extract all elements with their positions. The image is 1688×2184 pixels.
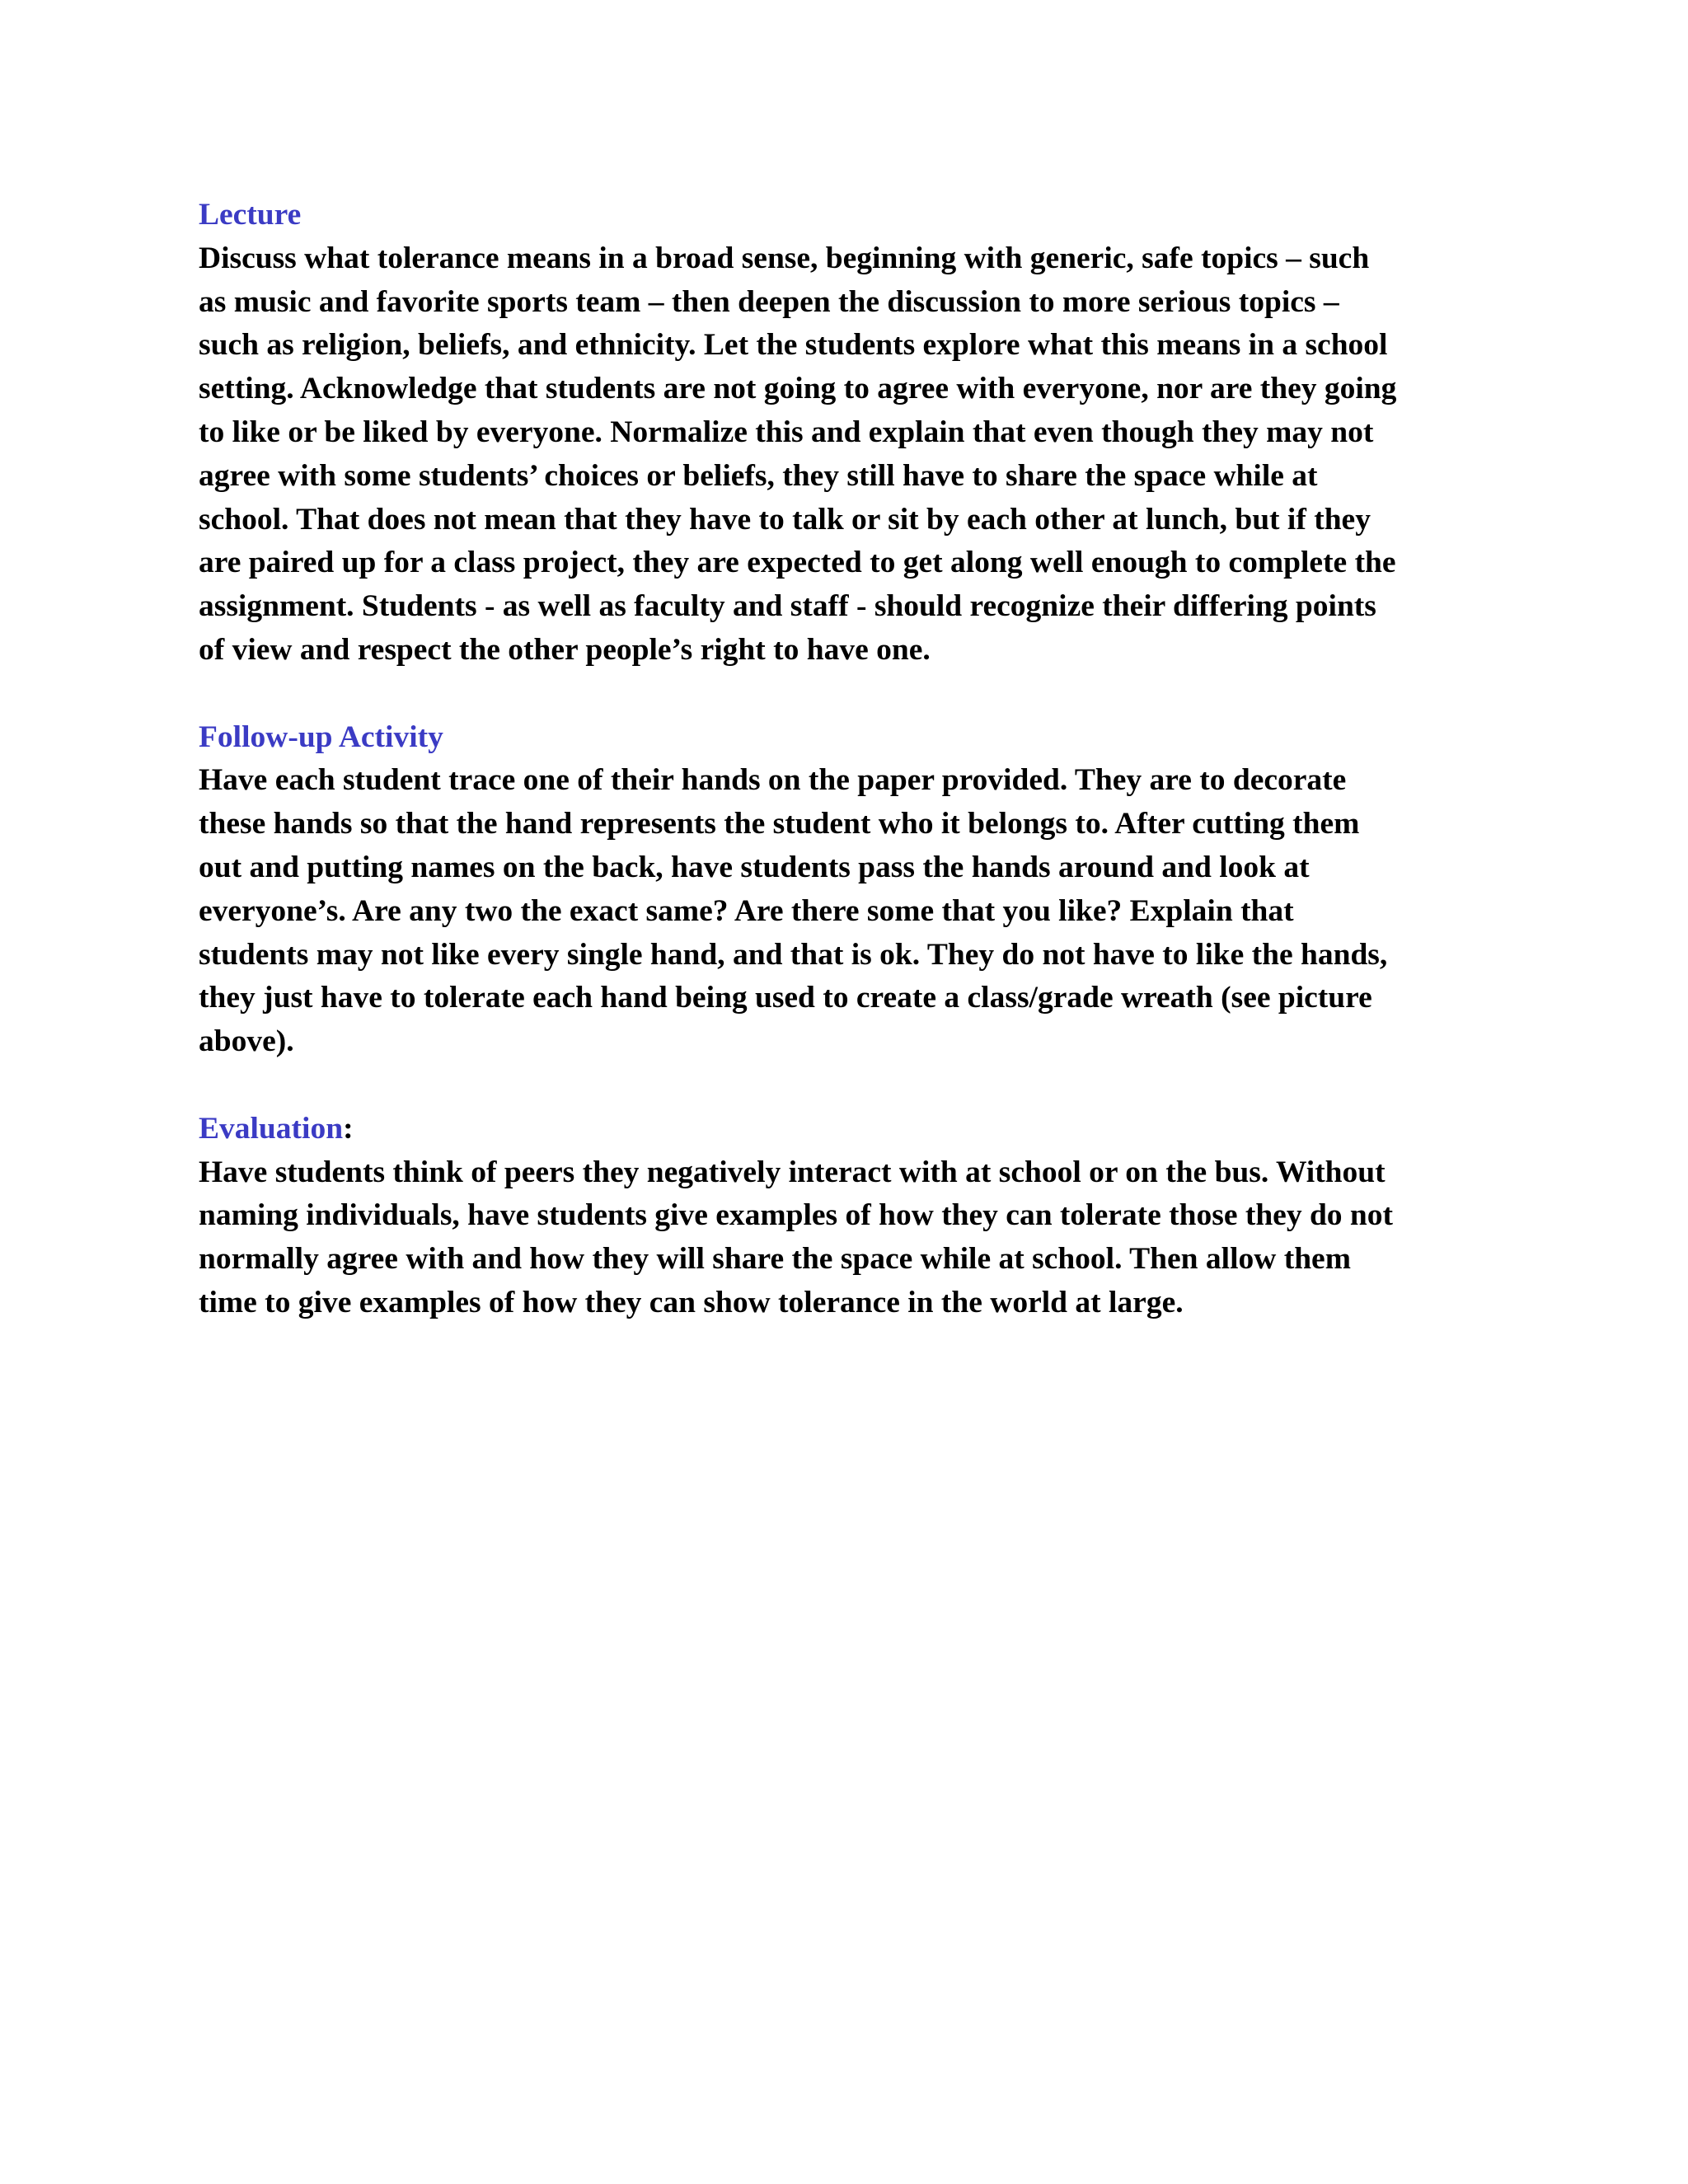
heading-text: Evaluation	[199, 1111, 344, 1146]
text-line: naming individuals, have students give examples of how they can tolerate those they do not	[199, 1198, 1394, 1233]
text-line: time to give examples of how they can show tolerance in the world at large.	[199, 1285, 1184, 1319]
text-line: students may not like every single hand, and that is ok. They do not have to like the hands,	[199, 937, 1388, 972]
section-heading-evaluation	[199, 1108, 1484, 1151]
text-line: everyone’s. Are any two the exact same? Are there some that you like? Explain that	[199, 893, 1294, 928]
text-line: setting. Acknowledge that students are not going to agree with everyone, nor are they going	[199, 372, 1397, 406]
text-line: these hands so that the hand represents the student who it belongs to. After cutting them	[199, 807, 1360, 841]
text-line: Discuss what tolerance means in a broad sense, beginning with generic, safe topics – such	[199, 241, 1370, 275]
text-line: of view and respect the other people’s right to have one.	[199, 632, 931, 667]
heading-text: Lecture	[199, 198, 302, 232]
document-content	[199, 194, 1484, 1369]
text-line: they just have to tolerate each hand being used to create a class/grade wreath (see picture	[199, 981, 1372, 1015]
text-line: out and putting names on the back, have students pass the hands around and look at	[199, 850, 1310, 884]
text-line: are paired up for a class project, they are expected to get along well enough to complete the	[199, 546, 1396, 580]
evaluation-paragraph	[199, 1151, 1484, 1325]
section-follow-up-activity	[199, 716, 1484, 1064]
follow-up-activity-paragraph	[199, 759, 1484, 1064]
text-line: as music and favorite sports team – then deepen the discussion to more serious topics –	[199, 284, 1339, 319]
section-lecture	[199, 194, 1484, 673]
heading-text: Follow-up Activity	[199, 719, 443, 754]
section-heading-lecture	[199, 194, 1484, 237]
section-heading-follow-up-activity	[199, 716, 1484, 760]
lecture-paragraph	[199, 237, 1484, 673]
text-line: agree with some students’ choices or beliefs, they still have to share the space while at	[199, 458, 1318, 493]
text-line: normally agree with and how they will share the space while at school. Then allow them	[199, 1242, 1351, 1277]
section-evaluation	[199, 1108, 1484, 1325]
text-line: school. That does not mean that they have to talk or sit by each other at lunch, but if they	[199, 502, 1371, 537]
text-line: assignment. Students - as well as faculty and staff - should recognize their differing points	[199, 589, 1376, 624]
text-line: above).	[199, 1024, 294, 1059]
text-line: to like or be liked by everyone. Normalize this and explain that even though they may not	[199, 415, 1374, 449]
text-line: such as religion, beliefs, and ethnicity. Let the students explore what this means in a school	[199, 328, 1388, 363]
text-line: Have students think of peers they negatively interact with at school or on the bus. Without	[199, 1155, 1386, 1189]
text-line: Have each student trace one of their hands on the paper provided. They are to decorate	[199, 763, 1347, 798]
heading-suffix: :	[343, 1111, 354, 1146]
